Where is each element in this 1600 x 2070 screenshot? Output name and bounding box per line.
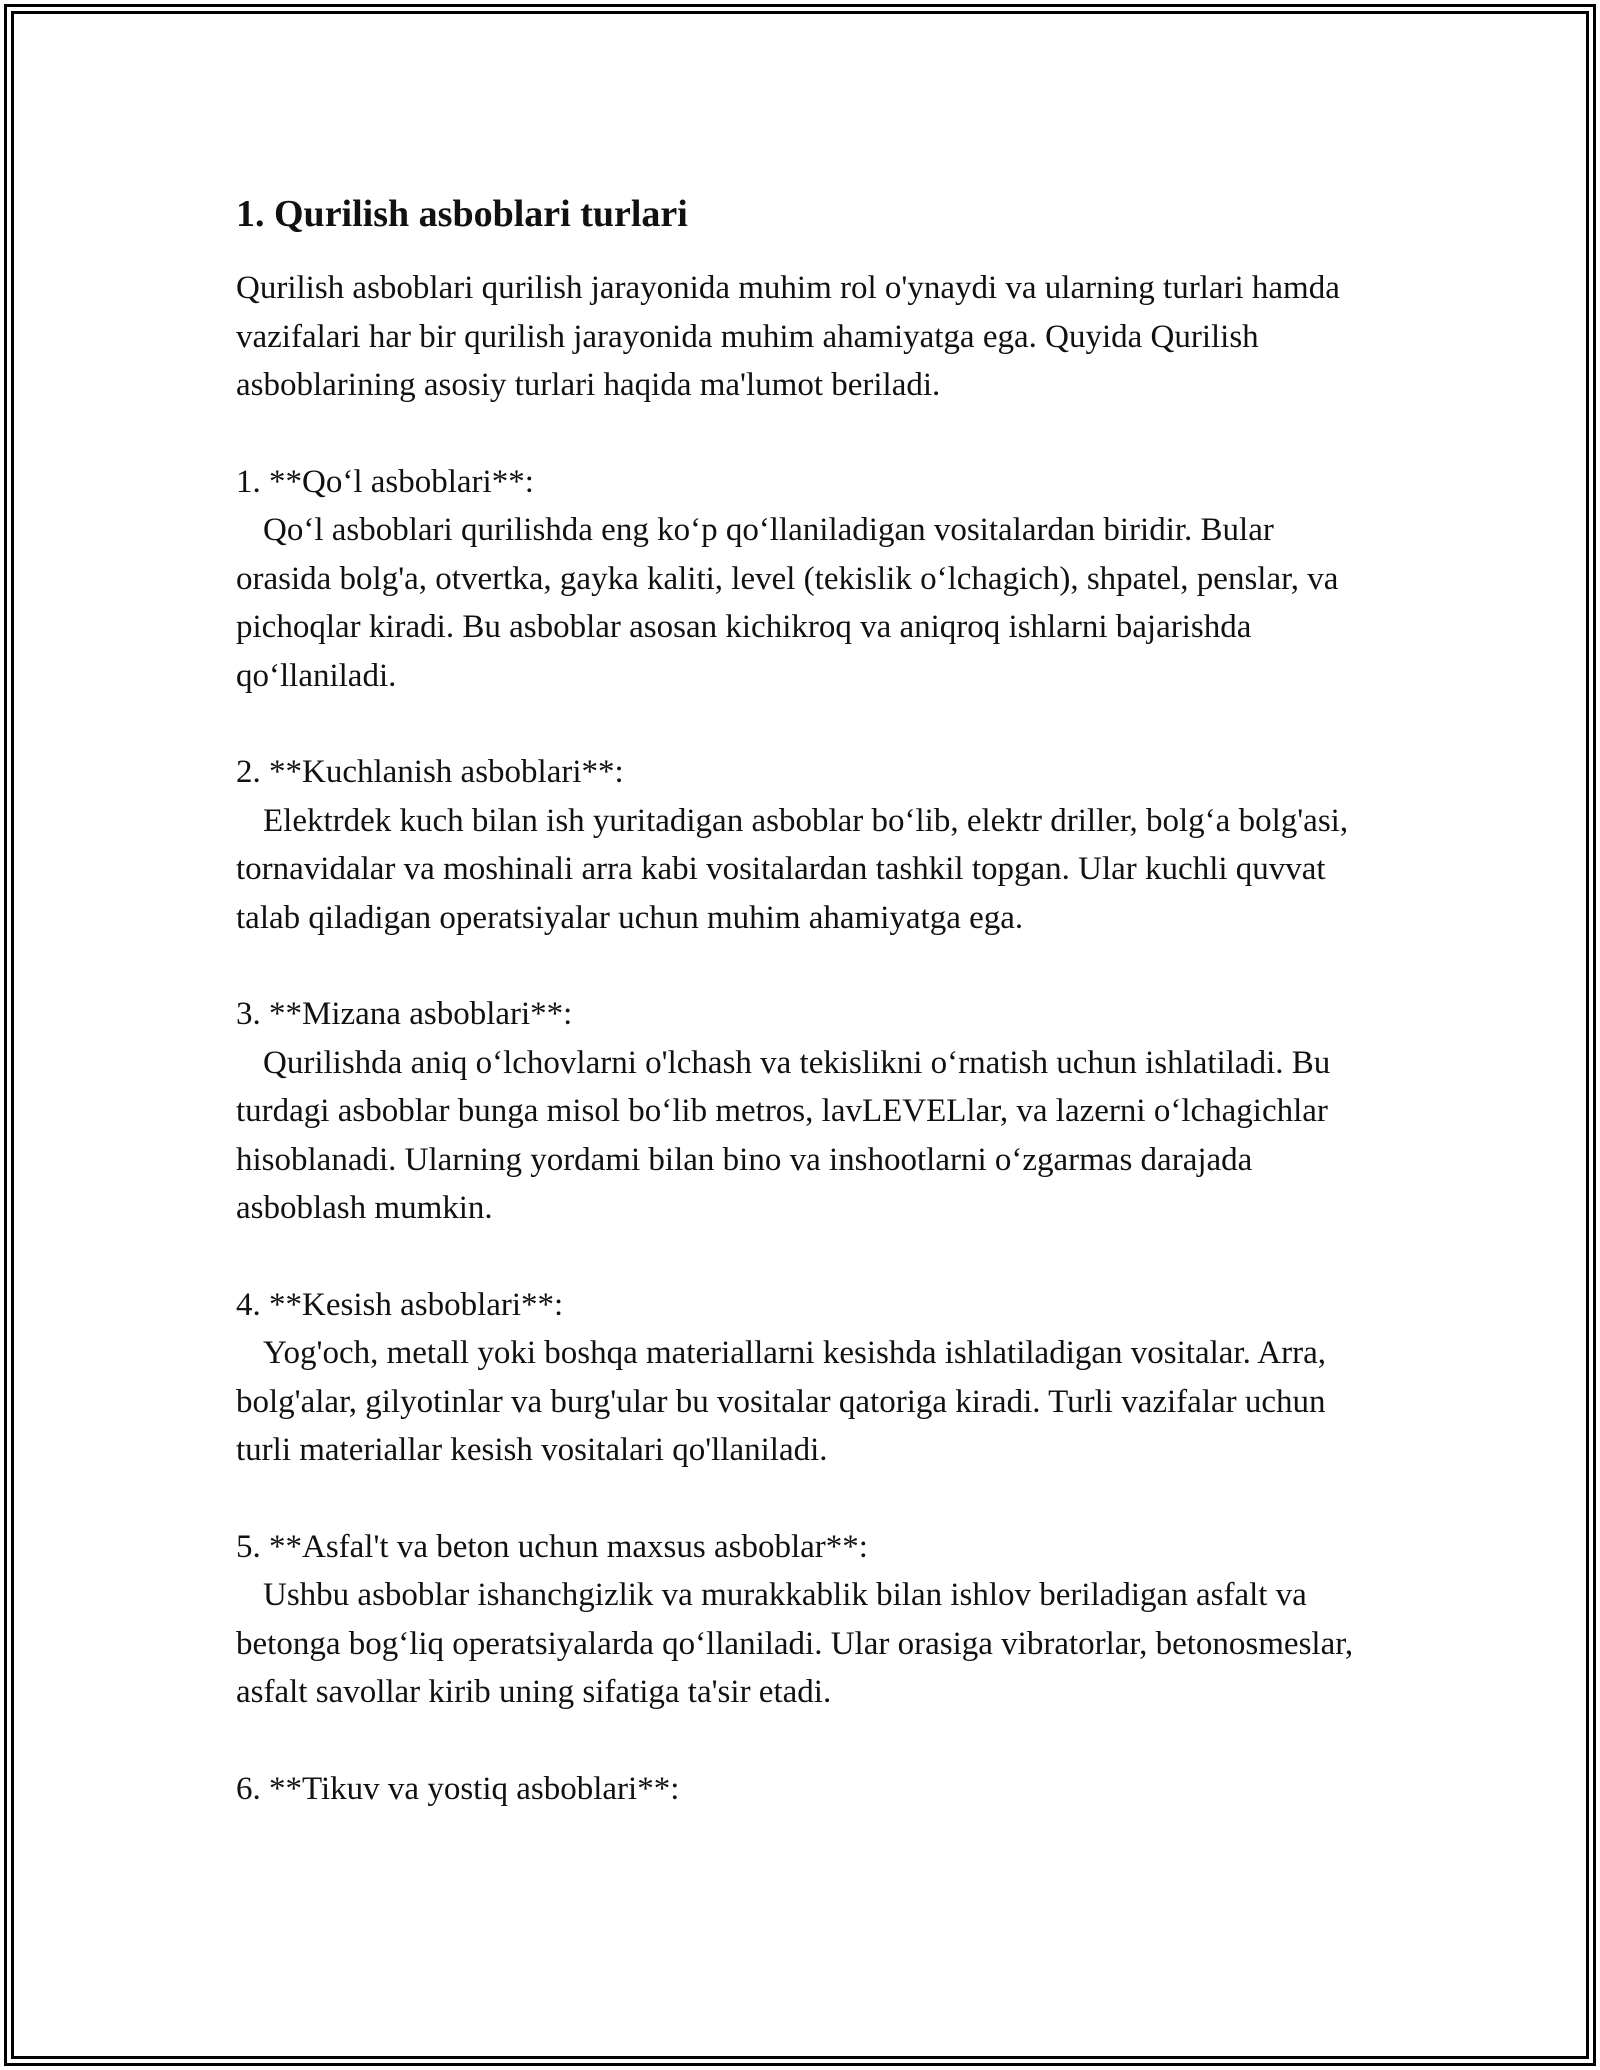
list-item-measuring-tools [236, 990, 1376, 1233]
item-heading: 5. **Asfal't va beton uchun maxsus asboblar**: [236, 1528, 868, 1565]
intro-paragraph: Qurilish asboblari qurilish jarayonida muhim rol o'ynaydi va ularning turlari hamda vazifalari har bir qurilish jarayonida muhim ahamiyatga ega. Quyida Qurilish asboblarining asosiy turlari haqida ma'lumot beriladi. [236, 270, 1340, 403]
list-item-power-tools [236, 748, 1376, 942]
item-heading: 1. **Qo‘l asboblari**: [236, 463, 534, 500]
list-item-sewing-tools [236, 1765, 1376, 1814]
item-body: Qurilishda aniq o‘lchovlarni o'lchash va tekislikni o‘rnatish uchun ishlatiladi. Bu turdagi asboblar bunga misol bo‘lib metros, lavLEVELlar, va lazerni o‘lchagichlar hisoblanadi. Ularning yordami bilan bino va inshootlarni o‘zgarmas darajada asboblash mumkin. [236, 1044, 1331, 1226]
item-heading: 2. **Kuchlanish asboblari**: [236, 754, 624, 790]
item-heading: 6. **Tikuv va yostiq asboblari**: [236, 1770, 680, 1807]
section-title: 1. Qurilish asboblari turlari [236, 193, 688, 235]
list-item-asphalt-concrete-tools [236, 1523, 1376, 1717]
item-body: Qo‘l asboblari qurilishda eng ko‘p qo‘llaniladigan vositalardan biridir. Bular orasida bolg'a, otvertka, gayka kaliti, level (tekislik o‘lchagich), shpatel, penslar, va pichoqlar kiradi. Bu asboblar asosan kichikroq va aniqroq ishlarni bajarishda qo‘llaniladi. [236, 512, 1339, 694]
item-heading: 4. **Kesish asboblari**: [236, 1286, 564, 1323]
document-content [236, 186, 1376, 1861]
list-item-hand-tools [236, 458, 1376, 701]
item-heading: 3. **Mizana asboblari**: [236, 996, 573, 1032]
item-body: Yog'och, metall yoki boshqa materiallarni kesishda ishlatiladigan vositalar. Arra, bolg'alar, gilyotinlar va burg'ular bu vositalar qatoriga kiradi. Turli vazifalar uchun turli materiallar kesish vositalari qo'llaniladi. [236, 1335, 1326, 1468]
list-item-cutting-tools [236, 1281, 1376, 1475]
item-body: Elektrdek kuch bilan ish yuritadigan asboblar bo‘lib, elektr driller, bolg‘a bolg'asi, tornavidalar va moshinali arra kabi vositalardan tashkil topgan. Ular kuchli quvvat talab qiladigan operatsiyalar uchun muhim ahamiyatga ega. [236, 802, 1349, 936]
item-body: Ushbu asboblar ishanchgizlik va murakkablik bilan ishlov beriladigan asfalt va betonga bog‘liq operatsiyalarda qo‘llaniladi. Ular orasiga vibratorlar, betonosmeslar, asfalt savollar kirib uning sifatiga ta'sir etadi. [236, 1577, 1354, 1710]
